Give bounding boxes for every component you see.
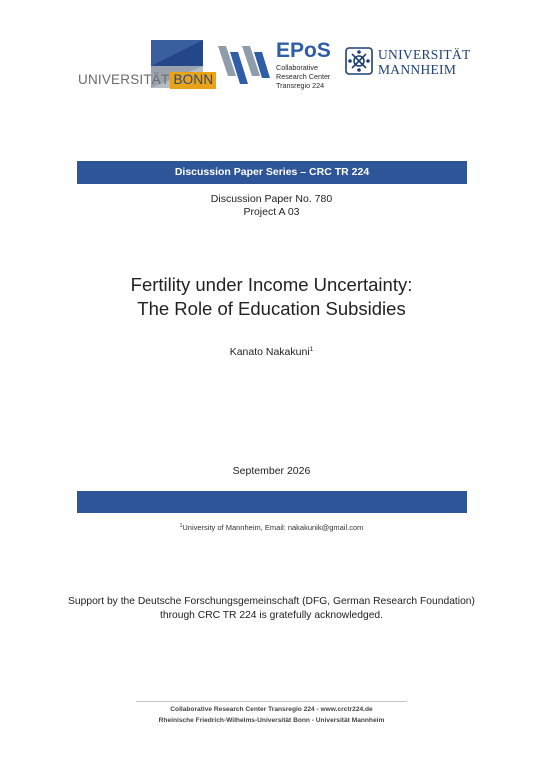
mannheim-wordmark-line2: MANNHEIM [378,62,457,77]
project-id: Project A 03 [243,206,300,218]
epos-slanted-bars-icon [216,42,272,88]
universitaet-mannheim-logo [344,44,471,80]
epos-subtitle-line3: Transregio 224 [276,81,325,90]
bonn-word: UNIVERSITÄT [78,72,170,87]
footer-divider [136,701,407,702]
bonn-box-word: BONN [170,72,216,89]
funding-acknowledgement-line1: Support by the Deutsche Forschungsgemeinschaft (DFG, German Research Foundation) [68,596,475,607]
footer-line2: Rheinische Friedrich-Wilhelms-Universität Bonn - Universität Mannheim [158,717,385,724]
author-footnote-mark: 1 [309,346,314,353]
paper-title-line2: The Role of Education Subsidies [137,298,406,319]
footer-line1: Collaborative Research Center Transregio 224 - www.crctr224.de [170,706,373,713]
author-name: Kanato Nakakuni [229,346,310,358]
epos-title: EPoS [276,39,331,62]
series-header-band [77,161,467,184]
bottom-band [77,491,467,513]
funding-acknowledgement-line2: through CRC TR 224 is gratefully acknowledged. [159,610,384,621]
mannheim-crest-icon [344,46,374,76]
series-label: Discussion Paper Series – CRC TR 224 [174,166,370,178]
epos-subtitle-line1: Collaborative [276,63,318,72]
epos-logo [216,40,334,92]
affiliation-text: University of Mannheim, Email: nakakunik@gmail.com [182,523,364,532]
author [0,346,543,358]
affiliation-footnote-mark: 1 [179,523,183,529]
affiliation-note [0,523,543,532]
paper-title-line1: Fertility under Income Uncertainty: [130,274,413,295]
mannheim-wordmark-line1: UNIVERSITÄT [378,47,471,62]
epos-subtitle-line2: Research Center [276,72,331,81]
universitaet-bonn-logo [78,40,214,92]
bonn-wordmark [78,72,216,89]
discussion-paper-number: Discussion Paper No. 780 [210,193,333,205]
publication-date: September 2026 [232,465,311,477]
